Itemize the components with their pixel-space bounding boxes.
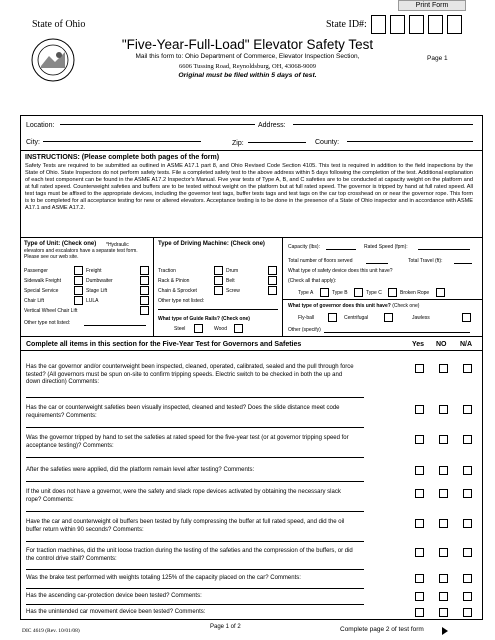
driving-heading: Type of Driving Machine: (Check one) [158, 241, 265, 247]
question-1: Has the car governor and/or counterweight been inspected, cleaned, operated, calibrated, sealed and the pull through force tested? (All governors must be spun on-site to confirm tripping speeds. Electric switch to be checked in both the up and down direction) Comments: [26, 364, 354, 385]
question-9: Has the ascending car-protection device been tested? Comments: [26, 593, 202, 599]
unit-dumbwaiter-label: Dumbwaiter [86, 278, 113, 284]
rail-steel-checkbox[interactable] [194, 324, 203, 333]
question-10-yes[interactable] [415, 608, 424, 617]
question-1-na[interactable] [463, 364, 472, 373]
question-3-no[interactable] [439, 435, 448, 444]
question-10-na[interactable] [463, 608, 472, 617]
question-5-comment[interactable] [26, 511, 364, 512]
zip-field[interactable] [248, 142, 306, 143]
original-notice: Original must be filed within 5 days of test. [178, 72, 317, 79]
instructions-heading: INSTRUCTIONS: (Please complete both pages of the form) [25, 154, 220, 161]
question-2-no[interactable] [439, 405, 448, 414]
drive-belt-label: Belt [226, 278, 235, 284]
question-1-yes[interactable] [415, 364, 424, 373]
question-10-no[interactable] [439, 608, 448, 617]
safety-device-question: What type of safety device does this unit have? [288, 268, 393, 274]
rail-steel-label: Steel [174, 326, 186, 332]
safety-type-c-label: Type C [366, 290, 382, 296]
unit-freight-label: Freight [86, 268, 102, 274]
question-7: For traction machines, did the unit loose traction during the testing of the safeties and the compression of the buffers, or did the control drive stall? Comments: [26, 548, 353, 562]
question-8-no[interactable] [439, 574, 448, 583]
rails-heading: What type of Guide Rails? (Check one) [158, 316, 250, 322]
question-4-no[interactable] [439, 466, 448, 475]
governor-jawless-checkbox[interactable] [462, 313, 471, 322]
unit-passenger-label: Passenger [24, 268, 48, 274]
no-header: NO [436, 341, 447, 348]
drive-drum-label: Drum [226, 268, 239, 274]
unit-dumbwaiter-checkbox[interactable] [140, 276, 149, 285]
question-5-yes[interactable] [415, 489, 424, 498]
unit-lula-checkbox[interactable] [140, 296, 149, 305]
address-line: 6606 Tussing Road, Reynoldsburg, OH, 43068-9009 [178, 63, 317, 70]
question-7-na[interactable] [463, 548, 472, 557]
safety-type-a-checkbox[interactable] [320, 288, 329, 297]
question-6-na[interactable] [463, 519, 472, 528]
governor-flyball-label: Fly-ball [298, 315, 315, 321]
check-all-label: (Check all that apply): [288, 278, 337, 284]
state-id-label: State ID#: [326, 19, 367, 30]
county-label: County: [315, 139, 340, 146]
footer-arrow-icon [442, 627, 448, 635]
footer-complete: Complete page 2 of test form [340, 626, 424, 633]
county-field[interactable] [347, 141, 473, 142]
governor-jawless-label: Jawless [412, 315, 430, 321]
question-7-no[interactable] [439, 548, 448, 557]
question-8-yes[interactable] [415, 574, 424, 583]
unit-lula-label: LULA [86, 298, 99, 304]
floors-label: Total number of floors served [288, 258, 353, 264]
state-name: State of Ohio [32, 19, 86, 30]
question-9-comment[interactable] [26, 604, 364, 605]
rail-wood-checkbox[interactable] [234, 324, 243, 333]
mail-line: Mail this form to: Ohio Department of Commerce, Elevator Inspection Section, [135, 53, 360, 60]
unit-sidewalk-checkbox[interactable] [74, 276, 83, 285]
question-1-comment[interactable] [26, 397, 364, 398]
unit-special-checkbox[interactable] [74, 286, 83, 295]
governor-check-one: (Check one) [392, 303, 420, 309]
question-2: Has the car or counterweight safeties been visually inspected, cleaned and tested? Does the slide distance meet code requirements? Comments: [26, 405, 340, 419]
governor-centrifugal-label: Centrifugal [344, 315, 369, 321]
question-5-no[interactable] [439, 489, 448, 498]
unit-vertical-checkbox[interactable] [140, 306, 149, 315]
capacity-field[interactable] [326, 249, 356, 250]
question-3-comment[interactable] [26, 457, 364, 458]
unit-other-field[interactable] [84, 325, 146, 326]
other-specify-field[interactable] [324, 332, 470, 333]
safety-broken-rope-label: Broken Rope [400, 290, 430, 296]
section-heading: Complete all items in this section for the Five-Year Test for Governors and Safeties [26, 341, 302, 348]
footer-page: Page 1 of 2 [210, 624, 241, 630]
question-6-no[interactable] [439, 519, 448, 528]
drive-chain-label: Chain & Sprocket [158, 288, 197, 294]
question-3-yes[interactable] [415, 435, 424, 444]
unit-sidewalk-label: Sidewalk Freight [24, 278, 61, 284]
instructions-text: Safety Tests are required to be submitted as outlined in ASME A17.1 part 8, and Ohio Revised Code Section 4105. This test is required in addition to the field inspections by the State of Ohio. State Inspectors do not perform safety tests. File a completed safety test to the above address within 5 days following the completion of the test. Additional explanation of each test component can be found in the ASME A17.2 Inspector's Manual. Five year tests of Type A, B, and C safeties are to be conducted at capacity weight on the platform and at full rated speed. Counterweight safeties and buffers are to be tested without weight on the platform but at full rated speed. The governor is tripped by hand at full rated speed. All test tags must be affixed to the appropriate devices, including the governor test tags, buffer tests tags and test tags on the car top crosshead on or near the governor rope. This form is to be completed for all acceptance testing for new or altered elevators. Acceptance testing is to be done in the presence of a State of Ohio inspector and in accordance with ASME A17.1 and ASME A17.2. [25, 163, 473, 211]
question-2-yes[interactable] [415, 405, 424, 414]
drive-rack-checkbox[interactable] [214, 276, 223, 285]
address-label: Address: [258, 122, 286, 129]
question-7-yes[interactable] [415, 548, 424, 557]
question-9-na[interactable] [463, 592, 472, 601]
na-header: N/A [460, 341, 473, 348]
question-4: After the safeties were applied, did the platform remain level after testing? Comments: [26, 467, 255, 473]
safety-type-c-checkbox[interactable] [388, 288, 397, 297]
hydraulic-note: *Hydraulic elevators and escalators have a separate test form. Please see our web site. [24, 242, 138, 260]
rated-speed-field[interactable] [418, 249, 470, 250]
unit-stage-checkbox[interactable] [140, 286, 149, 295]
question-8-na[interactable] [463, 574, 472, 583]
safety-type-b-label: Type B [332, 290, 348, 296]
unit-chair-checkbox[interactable] [74, 296, 83, 305]
drive-rack-label: Rack & Pinion [158, 278, 190, 284]
drive-other-field[interactable] [158, 309, 278, 310]
question-5: If the unit does not have a governor, were the safety and slack rope devices activated by obtaining the necessary slack rope? Comments: [26, 489, 341, 503]
unit-passenger-checkbox[interactable] [74, 266, 83, 275]
capacity-label: Capacity (lbs): [288, 244, 320, 250]
rail-wood-label: Wood [214, 326, 227, 332]
unit-stage-label: Stage Lift [86, 288, 108, 294]
unit-special-label: Special Service [24, 288, 59, 294]
unit-vertical-label: Vertical Wheel Chair Lift [24, 308, 78, 314]
unit-type-heading: Type of Unit: (Check one) [24, 241, 97, 247]
drive-drum-checkbox[interactable] [268, 266, 277, 275]
drive-traction-checkbox[interactable] [214, 266, 223, 275]
question-3-na[interactable] [463, 435, 472, 444]
state-id-boxes[interactable] [371, 15, 465, 35]
zip-label: Zip: [232, 140, 244, 147]
location-label: Location: [26, 122, 55, 129]
unit-other-label: Other type not listed: [24, 320, 71, 326]
governor-question-text: What type of governor does this unit have? [288, 303, 391, 309]
location-field[interactable] [60, 124, 255, 125]
question-4-comment[interactable] [26, 481, 364, 482]
drive-chain-checkbox[interactable] [214, 286, 223, 295]
governor-flyball-checkbox[interactable] [328, 313, 337, 322]
unit-freight-checkbox[interactable] [140, 266, 149, 275]
question-1-no[interactable] [439, 364, 448, 373]
rated-speed-label: Rated Speed (fpm): [364, 244, 408, 250]
question-8-comment[interactable] [26, 588, 364, 589]
governor-centrifugal-checkbox[interactable] [384, 313, 393, 322]
question-9-no[interactable] [439, 592, 448, 601]
address-field[interactable] [293, 124, 473, 125]
safety-type-b-checkbox[interactable] [354, 288, 363, 297]
question-4-yes[interactable] [415, 466, 424, 475]
question-6-comment[interactable] [26, 541, 364, 542]
drive-screw-label: Screw [226, 288, 240, 294]
question-7-comment[interactable] [26, 569, 364, 570]
question-10: Has the unintended car movement device been tested? Comments: [26, 609, 206, 615]
page-number: Page 1 [427, 55, 448, 62]
print-form-button[interactable]: Print Form [398, 0, 466, 11]
drive-belt-checkbox[interactable] [268, 276, 277, 285]
unit-chair-label: Chair Lift [24, 298, 45, 304]
safety-type-a-label: Type A [298, 290, 314, 296]
other-specify-label: Other (specify) [288, 327, 321, 333]
page-title: "Five-Year-Full-Load" Elevator Safety Test [121, 37, 374, 52]
safety-broken-rope-checkbox[interactable] [436, 288, 445, 297]
floors-field[interactable] [366, 263, 388, 264]
form-id: DIC 4619 (Rev. 10/01/08) [22, 628, 80, 634]
question-8: Was the brake test performed with weights totaling 125% of the capacity placed on the car? Comments: [26, 575, 301, 581]
question-6-yes[interactable] [415, 519, 424, 528]
question-5-na[interactable] [463, 489, 472, 498]
drive-other-label: Other type not listed: [158, 298, 205, 304]
travel-label: Total Travel (ft): [408, 258, 443, 264]
drive-traction-label: Traction [158, 268, 176, 274]
question-9-yes[interactable] [415, 592, 424, 601]
governor-question [288, 303, 419, 309]
question-2-comment[interactable] [26, 427, 364, 428]
question-6: Have the car and counterweight oil buffers been tested by fully compressing the buffer at full rated speed, and did the oil buffer return within 90 seconds? Comments: [26, 519, 345, 533]
city-label: City: [26, 139, 40, 146]
drive-screw-checkbox[interactable] [268, 286, 277, 295]
yes-header: Yes [412, 341, 425, 348]
question-2-na[interactable] [463, 405, 472, 414]
city-field[interactable] [43, 141, 201, 142]
travel-field[interactable] [454, 263, 472, 264]
question-4-na[interactable] [463, 466, 472, 475]
question-3: Was the governor tripped by hand to set the safeties at rated speed for the five-year test (or at governor tripping speed for acceptance testing)? Comments: [26, 435, 349, 449]
